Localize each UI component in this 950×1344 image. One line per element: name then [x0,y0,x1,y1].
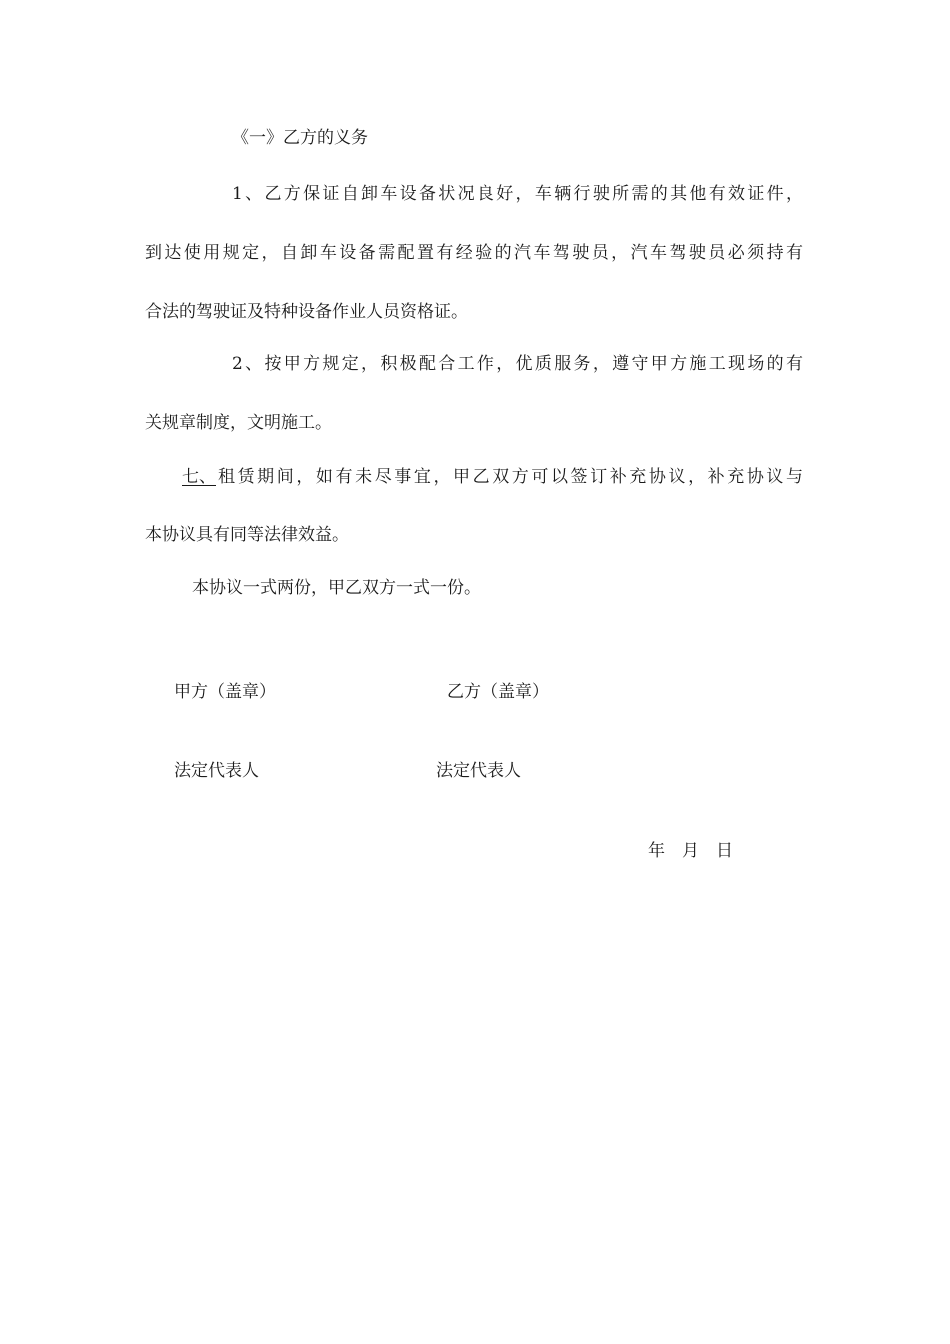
item2-line1: 2、按甲方规定，积极配合工作，优质服务，遵守甲方施工现场的有 [232,354,803,374]
item1-line3: 合法的驾驶证及特种设备作业人员资格证。 [145,302,468,322]
party-a-representative-label: 法定代表人 [174,761,259,781]
party-b-representative-label: 法定代表人 [436,761,521,781]
item2-line2: 关规章制度，文明施工。 [145,413,332,433]
party-b-seal-label: 乙方（盖章） [447,682,549,702]
clause7-number: 七、 [182,467,216,487]
clause7-line1 [182,466,803,488]
copies-note: 本协议一式两份，甲乙双方一式一份。 [192,578,481,598]
clause7-line2: 本协议具有同等法律效益。 [145,525,349,545]
item1-line1: 1、乙方保证自卸车设备状况良好，车辆行驶所需的其他有效证件， [232,184,803,204]
party-a-seal-label: 甲方（盖章） [174,682,276,702]
date-line: 年 月 日 [648,841,733,861]
clause7-line1-text: 租赁期间，如有未尽事宜，甲乙双方可以签订补充协议，补充协议与 [218,467,803,487]
item1-line2: 到达使用规定，自卸车设备需配置有经验的汽车驾驶员，汽车驾驶员必须持有 [145,243,803,263]
section-heading: 《一》乙方的义务 [232,128,368,148]
